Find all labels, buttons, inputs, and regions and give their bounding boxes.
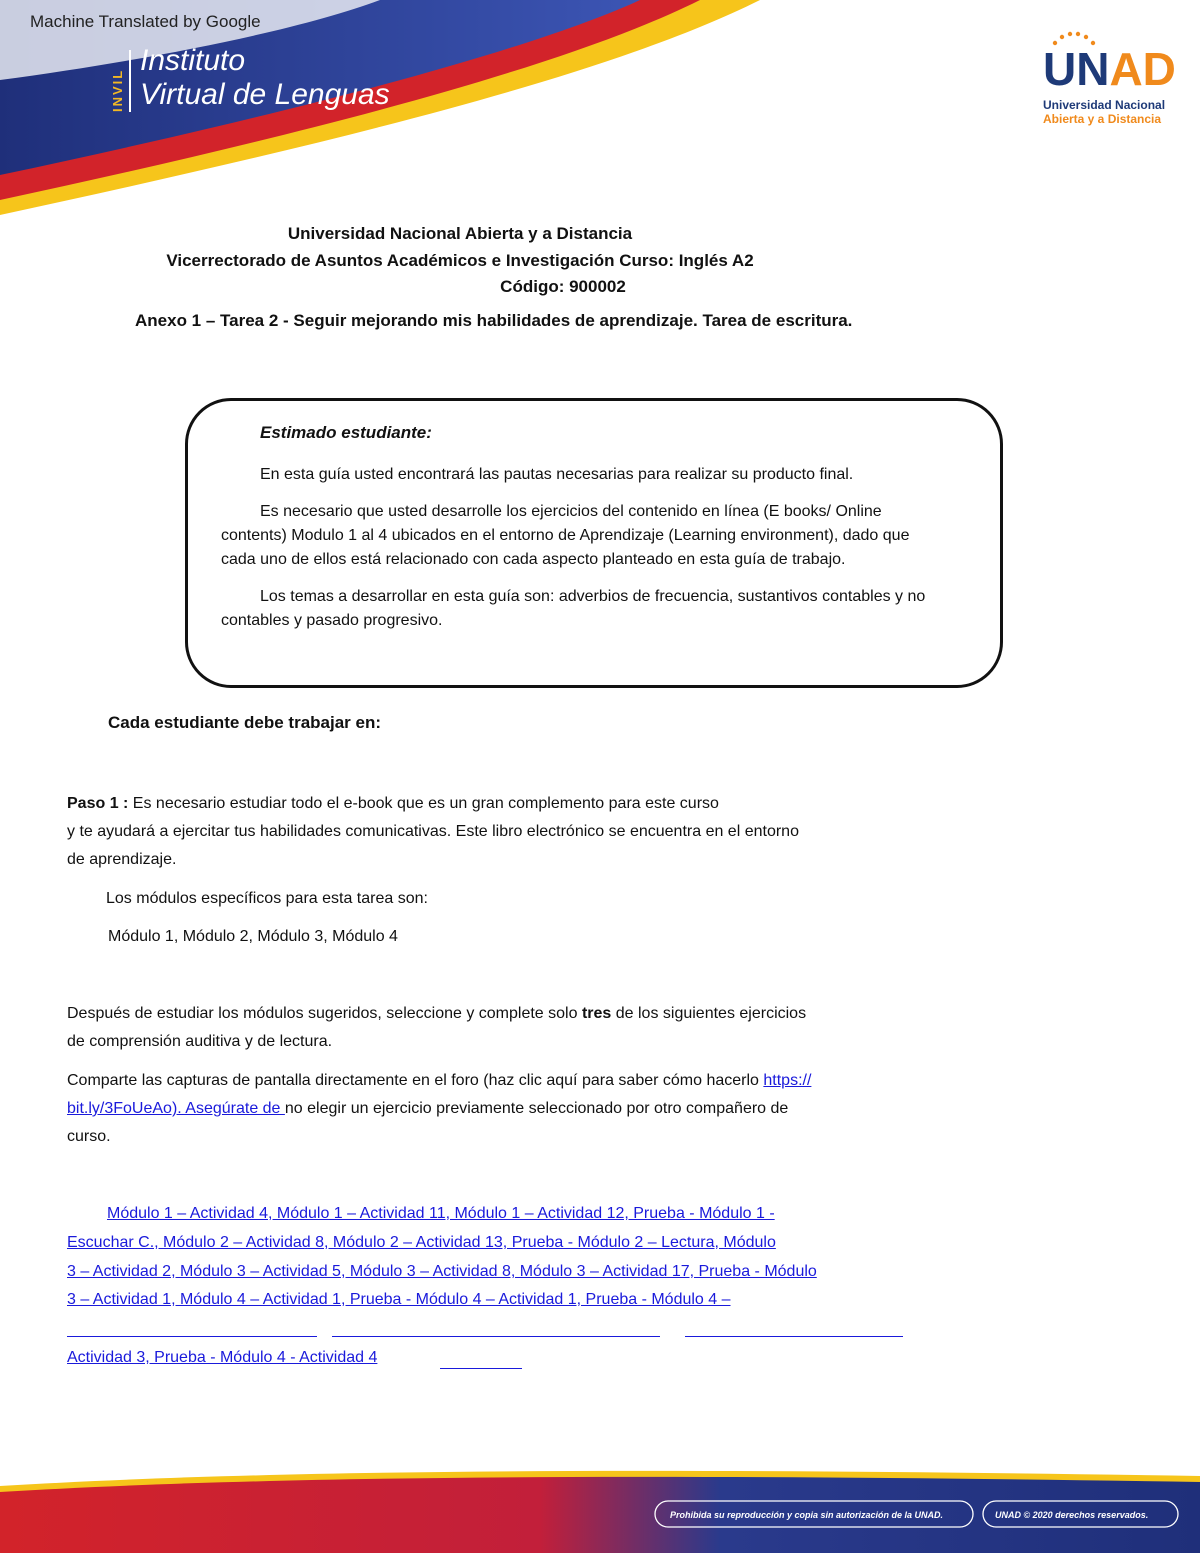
step1-line3: de aprendizaje. [67, 851, 177, 868]
link-underline-1 [67, 1336, 317, 1337]
machine-translation-watermark: Machine Translated by Google [30, 12, 261, 31]
link-underline-4 [440, 1368, 522, 1369]
forum-help-link[interactable]: https:// [763, 1072, 812, 1089]
title-vicerrectorado: Vicerrectorado de Asuntos Académicos e Investigación Curso: Inglés A2 [166, 251, 754, 270]
work-heading: Cada estudiante debe trabajar en: [108, 713, 382, 732]
activities-link-line1[interactable]: Módulo 1 – Actividad 4, Módulo 1 – Actividad 11, Módulo 1 – Actividad 12, Prueba - Módulo 1 - [107, 1205, 775, 1222]
step1-line2: y te ayudará a ejercitar tus habilidades comunicativas. Este libro electrónico se encuentra en el entorno [67, 823, 799, 840]
unad-name-line1: Universidad Nacional [1043, 98, 1166, 112]
institute-name-line1: Instituto [140, 44, 246, 77]
footer-copy-notice: Prohibida su reproducción y copia sin autorización de la UNAD. [670, 1510, 944, 1520]
notice-paragraph-3: Los temas a desarrollar en esta guía son: adverbios de frecuencia, sustantivos contables y no contables y pasado progresivo. [221, 588, 926, 629]
notice-greeting: Estimado estudiante: [260, 423, 432, 442]
step1-paragraph [67, 790, 967, 874]
footer-rights: UNAD © 2020 derechos reservados. [995, 1510, 1149, 1520]
link-underline-2 [332, 1336, 660, 1337]
invil-vertical-label: INVIL [110, 68, 125, 112]
notice-paragraph-1: En esta guía usted encontrará las pautas necesarias para realizar su producto final. [260, 466, 854, 483]
title-course-code: Código: 900002 [500, 277, 626, 296]
title-university: Universidad Nacional Abierta y a Distancia [287, 224, 633, 243]
activities-link-line4[interactable]: 3 – Actividad 1, Módulo 4 – Actividad 1, Prueba - Módulo 4 – Actividad 1, Prueba - Módulo 4 – [67, 1291, 731, 1308]
modules-intro: Los módulos específicos para esta tarea son: [106, 890, 428, 907]
activities-link-line5[interactable]: Actividad 3, Prueba - Módulo 4 - Actividad 4 [67, 1349, 378, 1366]
institute-name-line2: Virtual de Lenguas [140, 78, 390, 111]
title-annex: Anexo 1 – Tarea 2 - Seguir mejorando mis habilidades de aprendizaje. Tarea de escritura. [135, 311, 853, 330]
instructions-paragraph: Después de estudiar los módulos sugeridos, seleccione y complete solo tres de los siguientes ejercicios de comprensión auditiva y de lectura. [67, 1005, 807, 1050]
unad-name-line2: Abierta y a Distancia [1043, 112, 1162, 126]
modules-list: Módulo 1, Módulo 2, Módulo 3, Módulo 4 [108, 928, 398, 945]
share-paragraph: Comparte las capturas de pantalla directamente en el foro (haz clic aquí para saber cómo hacerlo https:// bit.ly/3FoUeAo). Asegúrate de no elegir un ejercicio previamente seleccionado por otro compañero de curso. [67, 1072, 812, 1145]
unad-logo-text: UNAD [1043, 43, 1176, 95]
activities-link-line2[interactable]: Escuchar C., Módulo 2 – Actividad 8, Módulo 2 – Actividad 13, Prueba - Módulo 2 – Lectura, Módulo [67, 1234, 776, 1251]
link-underline-3 [685, 1336, 903, 1337]
step1-line1: Es necesario estudiar todo el e-book que es un gran complemento para este curso [128, 795, 719, 812]
activities-link-line3[interactable]: 3 – Actividad 2, Módulo 3 – Actividad 5, Módulo 3 – Actividad 8, Módulo 3 – Actividad 17, Prueba - Módulo [67, 1263, 817, 1280]
student-notice-box [185, 398, 1003, 688]
institute-divider [129, 50, 131, 112]
forum-help-link-cont[interactable]: bit.ly/3FoUeAo). Asegúrate de [67, 1100, 285, 1117]
step1-label: Paso 1 : [67, 795, 129, 812]
notice-paragraph-2: Es necesario que usted desarrolle los ejercicios del contenido en línea (E books/ Online contents) Modulo 1 al 4 ubicados en el entorno de Aprendizaje (Learning environment), dado que cada uno de ellos está relacionado con cada aspecto planteado en esta guía de trabajo. [221, 503, 910, 568]
